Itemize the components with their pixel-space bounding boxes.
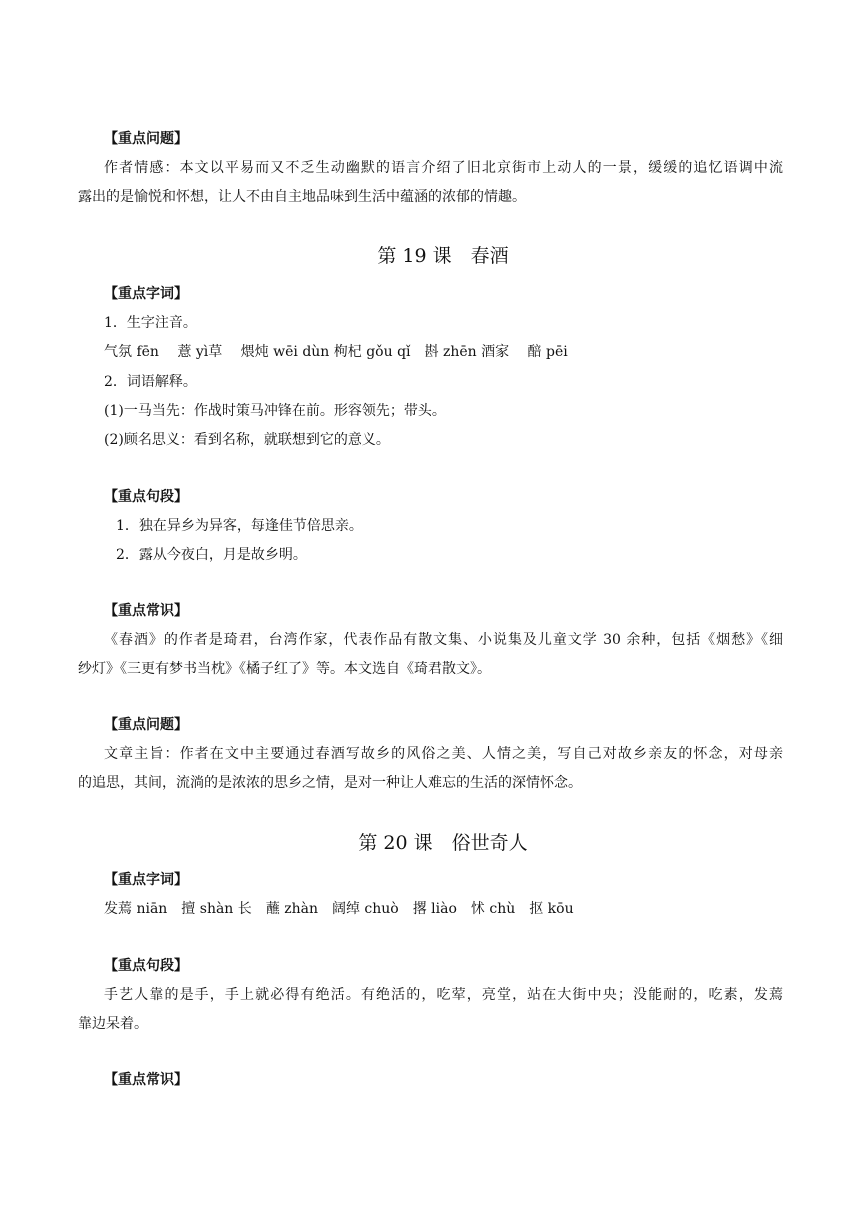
list-item-pronunciation: 1．生字注音。 xyxy=(104,315,197,331)
paragraph-craftsman-line1: 手艺人靠的是手，手上就必得有绝活。有绝活的，吃荤，亮堂，站在大街中央；没能耐的，吃素，发蔫 xyxy=(104,987,783,1003)
section-heading-key-words: 【重点字词】 xyxy=(104,286,188,302)
paragraph-craftsman-line2: 靠边呆着。 xyxy=(78,1016,148,1032)
definition-1: (1)一马当先：作战时策马冲锋在前。形容领先；带头。 xyxy=(104,403,446,419)
paragraph-theme-line1: 文章主旨：作者在文中主要通过春酒写故乡的风俗之美、人情之美，写自己对故乡亲友的怀念，对母亲 xyxy=(104,746,783,762)
key-sentence-1: 1．独在异乡为异客，每逢佳节倍思亲。 xyxy=(116,518,363,534)
key-sentence-2: 2．露从今夜白，月是故乡明。 xyxy=(116,547,307,563)
section-heading-key-knowledge-2: 【重点常识】 xyxy=(104,1072,188,1088)
paragraph-author-info-line1: 《春酒》的作者是琦君，台湾作家，代表作品有散文集、小说集及儿童文学 30 余种，包括《烟愁》《细 xyxy=(104,632,783,648)
section-heading-key-knowledge: 【重点常识】 xyxy=(104,603,188,619)
list-item-word-explanation: 2．词语解释。 xyxy=(104,374,197,390)
section-heading-key-words-2: 【重点字词】 xyxy=(104,872,188,888)
section-heading-key-sentences: 【重点句段】 xyxy=(104,489,188,505)
pinyin-list-2: 发蔫 niān 擅 shàn 长 蘸 zhàn 阔绰 chuò 撂 liào 怵 chù 抠 kōu xyxy=(104,901,574,917)
section-heading-key-questions: 【重点问题】 xyxy=(104,131,188,147)
paragraph-theme-line2: 的追思，其间，流淌的是浓浓的思乡之情，是对一种让人难忘的生活的深情怀念。 xyxy=(78,775,582,791)
lesson-20-title: 第 20 课 俗世奇人 xyxy=(358,832,528,854)
section-heading-key-questions-2: 【重点问题】 xyxy=(104,717,188,733)
lesson-19-title: 第 19 课 春酒 xyxy=(377,245,509,267)
section-heading-key-sentences-2: 【重点句段】 xyxy=(104,958,188,974)
pinyin-list: 气氛 fēn 薏 yì草 煨炖 wēi dùn 枸杞 gǒu qǐ 斟 zhēn 酒家 醅 pēi xyxy=(104,344,568,360)
paragraph-author-emotion-line2: 露出的是愉悦和怀想，让人不由自主地品味到生活中蕴涵的浓郁的情趣。 xyxy=(78,189,526,205)
paragraph-author-emotion-line1: 作者情感：本文以平易而又不乏生动幽默的语言介绍了旧北京街市上动人的一景，缓缓的追忆语调中流 xyxy=(104,160,783,176)
definition-2: (2)顾名思义：看到名称，就联想到它的意义。 xyxy=(104,432,390,448)
paragraph-author-info-line2: 纱灯》《三更有梦书当枕》《橘子红了》等。本文选自《琦君散文》。 xyxy=(78,661,491,677)
